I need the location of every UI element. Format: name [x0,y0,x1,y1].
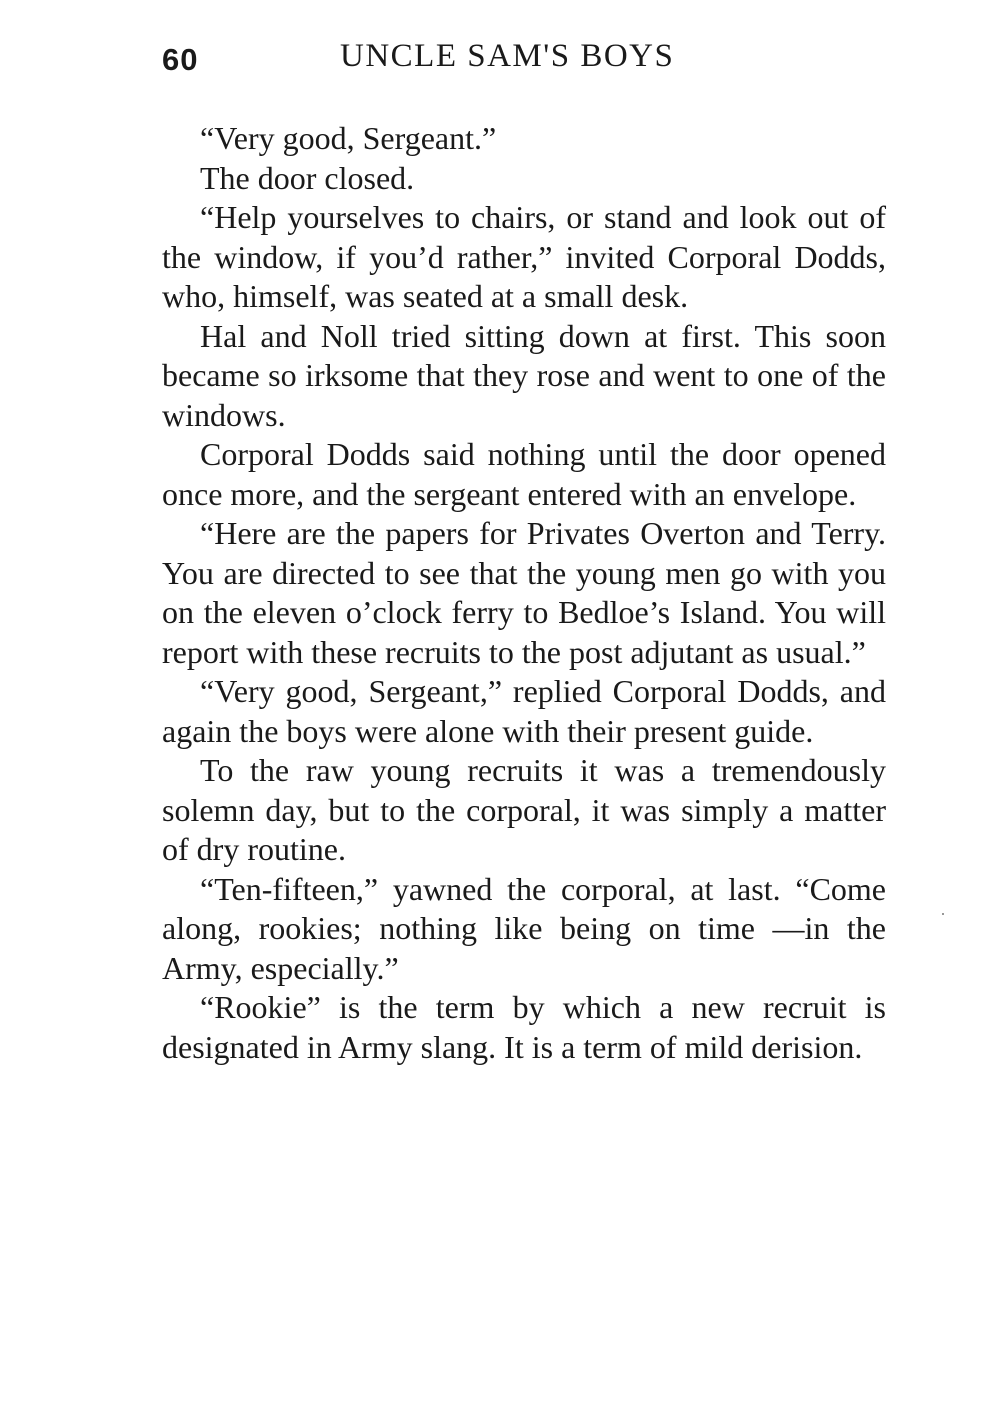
paragraph: Hal and Noll tried sitting down at first. This soon became so irksome that they rose and went to one of the windows. [162,317,886,433]
paragraph: To the raw young recruits it was a tremendously solemn day, but to the corporal, it was simply a matter of dry routine. [162,752,886,867]
page-header [162,38,722,88]
page-number: 60 [162,42,199,77]
paragraph: “Very good, Sergeant.” [200,120,497,156]
paragraph: “Very good, Sergeant,” replied Corporal Dodds, and again the boys were alone with their present guide. [162,673,886,749]
paragraph: “Ten-fifteen,” yawned the corporal, at last. “Come along, rookies; nothing like being on time —in the Army, especially.” [162,870,886,986]
scan-speck [942,913,944,915]
paragraph: “Help yourselves to chairs, or stand and look out of the window, if you’d rather,” invited Corporal Dodds, who, himself, was seated at a small desk. [162,199,886,314]
paragraph: “Here are the papers for Privates Overton and Terry. You are directed to see that the young men go with you on the eleven o’clock ferry to Bedloe’s Island. You will report with these recruits to the post adjutant as usual.” [162,515,886,670]
paragraph: “Rookie” is the term by which a new recruit is designated in Army slang. It is a term of mild derision. [162,989,886,1065]
paragraph: The door closed. [200,159,415,196]
paragraph: Corporal Dodds said nothing until the door opened once more, and the sergeant entered with an envelope. [162,436,886,512]
running-title: UNCLE SAM'S BOYS [340,38,675,74]
page-body [162,119,886,1067]
